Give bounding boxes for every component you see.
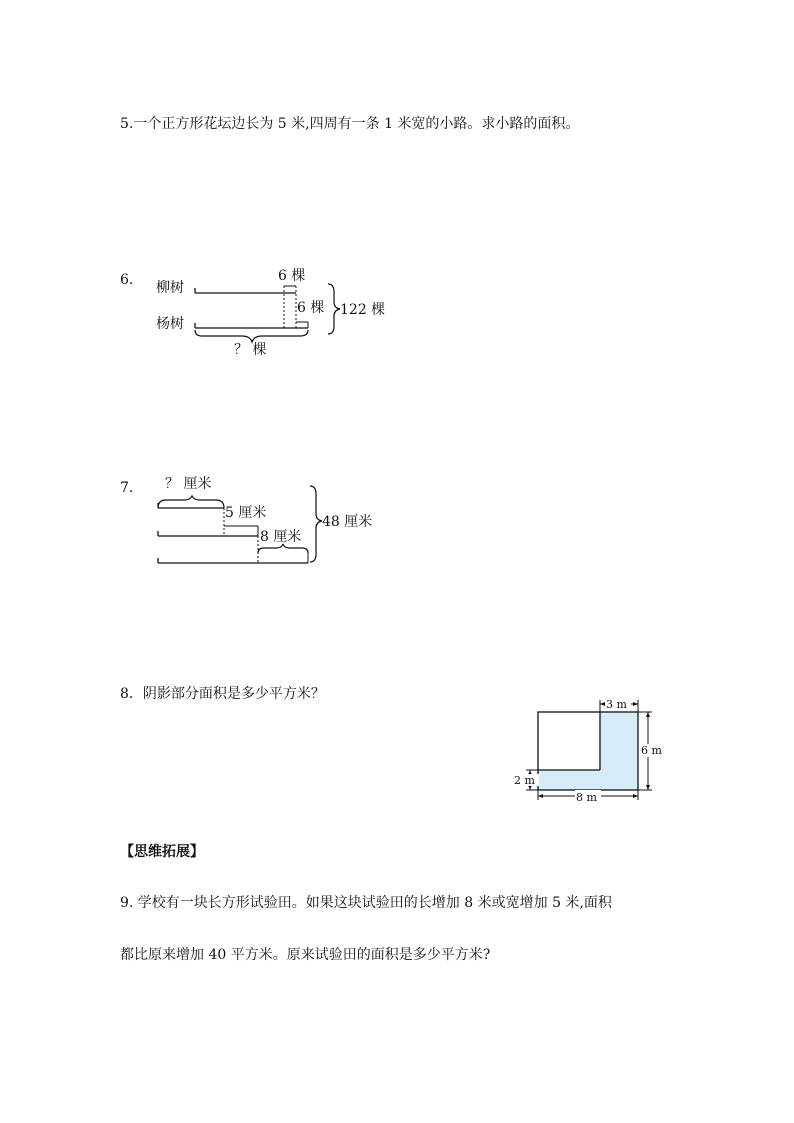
question-6-number: 6. — [120, 272, 134, 288]
total-label: 122 棵 — [340, 302, 386, 318]
question-5: 5.一个正方形花坛边长为 5 米,四周有一条 1 米宽的小路。求小路的面积。 — [120, 116, 580, 132]
top-brace — [158, 496, 224, 508]
section-title: 【思维拓展】 — [120, 844, 204, 860]
five-cm-label: 5 厘米 — [225, 505, 267, 521]
dim-bottom-label: 8 m — [576, 791, 597, 804]
length-line-diagram — [150, 470, 400, 570]
top-unknown-label: ？ 厘米 — [165, 476, 212, 492]
shaded-region — [538, 712, 638, 790]
poplar-label: 杨树 — [156, 316, 184, 332]
bottom-brace — [195, 330, 308, 342]
top-six-label: 6 棵 — [278, 268, 306, 284]
question-7-number: 7. — [120, 480, 134, 496]
willow-label: 柳树 — [156, 280, 184, 296]
total-brace — [328, 284, 340, 334]
total-brace-7 — [310, 486, 322, 562]
eight-cm-label: 8 厘米 — [260, 529, 302, 545]
l-shape-figure — [505, 696, 680, 808]
total-48-label: 48 厘米 — [322, 514, 373, 530]
tree-line-diagram — [150, 262, 400, 362]
bottom-label: ？ 棵 — [234, 342, 267, 358]
question-9-line-1: 9. 学校有一块长方形试验田。如果这块试验田的长增加 8 米或宽增加 5 米,面积 — [120, 895, 612, 911]
dim-right-label: 6 m — [641, 744, 662, 757]
eight-brace — [258, 544, 308, 553]
question-9-line-2: 都比原来增加 40 平方米。原来试验田的面积是多少平方米? — [120, 947, 491, 963]
dim-top-label: 3 m — [606, 698, 627, 711]
dim-left-label: 2 m — [514, 774, 535, 787]
question-8: 8．阴影部分面积是多少平方米？ — [120, 686, 325, 702]
mid-six-label: 6 棵 — [297, 300, 325, 316]
